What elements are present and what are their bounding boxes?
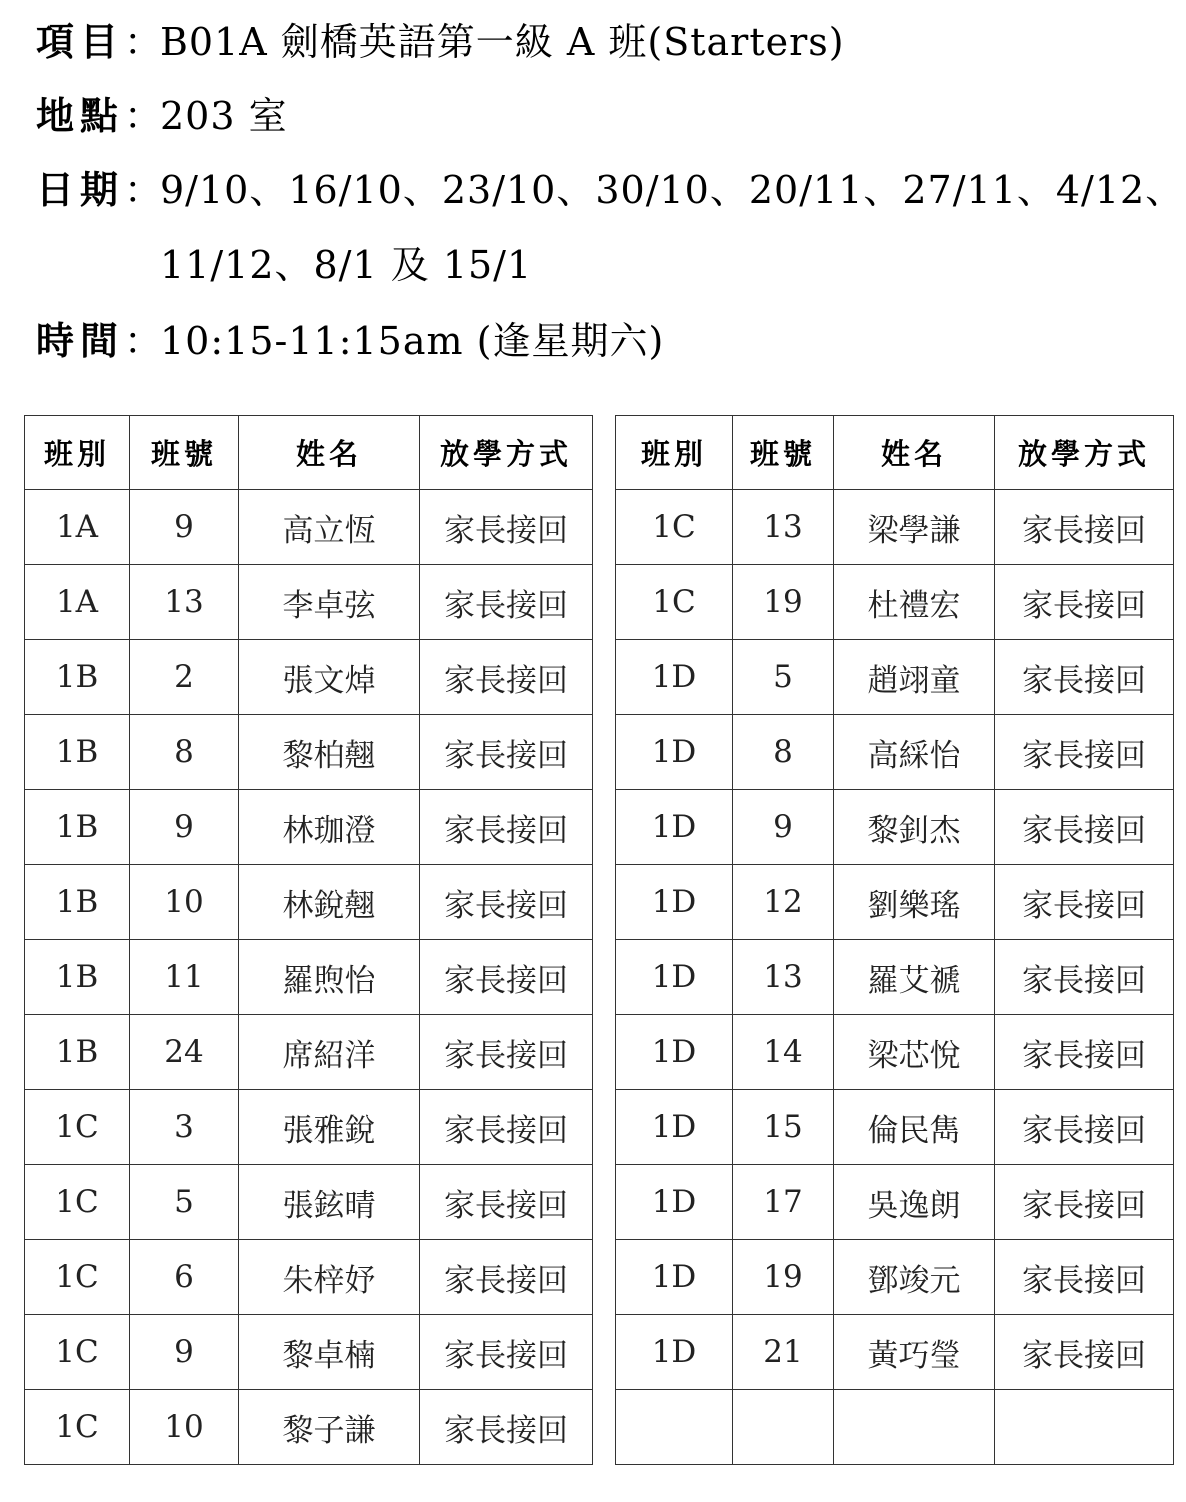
dismissal-cell — [995, 1390, 1174, 1465]
class-cell: 1D — [616, 715, 733, 790]
table-row — [25, 790, 593, 865]
number-cell: 8 — [130, 715, 239, 790]
class-cell: 1D — [616, 865, 733, 940]
number-cell: 14 — [733, 1015, 834, 1090]
name-cell: 趙翊童 — [834, 640, 995, 715]
header-name: 姓名 — [834, 416, 995, 490]
number-cell: 10 — [130, 865, 239, 940]
class-cell: 1B — [25, 640, 130, 715]
number-cell: 12 — [733, 865, 834, 940]
name-cell: 杜禮宏 — [834, 565, 995, 640]
number-cell: 5 — [733, 640, 834, 715]
project-value: B01A 劍橋英語第一級 A 班(Starters) — [160, 20, 845, 64]
name-cell — [834, 1390, 995, 1465]
dismissal-cell: 家長接回 — [995, 790, 1174, 865]
number-cell: 6 — [130, 1240, 239, 1315]
number-cell: 8 — [733, 715, 834, 790]
header-dismissal: 放學方式 — [995, 416, 1174, 490]
header-class: 班別 — [25, 416, 130, 490]
dismissal-cell: 家長接回 — [420, 1390, 593, 1465]
class-cell: 1A — [25, 565, 130, 640]
table-row — [25, 1390, 593, 1465]
table-row — [25, 490, 593, 565]
name-cell: 林銳翹 — [239, 865, 420, 940]
dismissal-cell: 家長接回 — [995, 490, 1174, 565]
table-row — [616, 1240, 1174, 1315]
dismissal-cell: 家長接回 — [420, 865, 593, 940]
number-cell: 13 — [733, 940, 834, 1015]
class-cell: 1C — [25, 1390, 130, 1465]
table-row — [616, 790, 1174, 865]
name-cell: 黃巧瑩 — [834, 1315, 995, 1390]
number-cell: 17 — [733, 1165, 834, 1240]
name-cell: 梁學謙 — [834, 490, 995, 565]
number-cell: 5 — [130, 1165, 239, 1240]
number-cell: 10 — [130, 1390, 239, 1465]
table-row — [616, 865, 1174, 940]
dismissal-cell: 家長接回 — [995, 1015, 1174, 1090]
table-row — [25, 640, 593, 715]
project-line — [36, 18, 845, 66]
table-body — [25, 490, 593, 1465]
dismissal-cell: 家長接回 — [420, 565, 593, 640]
class-cell: 1B — [25, 1015, 130, 1090]
dismissal-cell: 家長接回 — [995, 565, 1174, 640]
name-cell: 張雅銳 — [239, 1090, 420, 1165]
number-cell: 11 — [130, 940, 239, 1015]
table-header-row — [25, 416, 593, 490]
name-cell: 張文焯 — [239, 640, 420, 715]
table-body — [616, 490, 1174, 1465]
class-cell: 1D — [616, 1090, 733, 1165]
number-cell: 19 — [733, 565, 834, 640]
class-cell: 1D — [616, 1165, 733, 1240]
dismissal-cell: 家長接回 — [420, 1165, 593, 1240]
number-cell: 9 — [130, 790, 239, 865]
date-line-continued — [160, 241, 532, 289]
class-cell: 1D — [616, 1240, 733, 1315]
date-label: 日期 — [36, 167, 125, 212]
table-row — [25, 865, 593, 940]
header-dismissal: 放學方式 — [420, 416, 593, 490]
table-row — [25, 715, 593, 790]
number-cell: 15 — [733, 1090, 834, 1165]
number-cell: 9 — [130, 1315, 239, 1390]
class-cell: 1B — [25, 790, 130, 865]
number-cell: 19 — [733, 1240, 834, 1315]
header-name: 姓名 — [239, 416, 420, 490]
dismissal-cell: 家長接回 — [420, 640, 593, 715]
name-cell: 黎子謙 — [239, 1390, 420, 1465]
dismissal-cell: 家長接回 — [420, 1090, 593, 1165]
roster-table-right — [615, 415, 1174, 1465]
class-cell: 1C — [25, 1240, 130, 1315]
name-cell: 張鉉晴 — [239, 1165, 420, 1240]
dismissal-cell: 家長接回 — [420, 715, 593, 790]
table-row — [25, 1240, 593, 1315]
dismissal-cell: 家長接回 — [995, 715, 1174, 790]
dismissal-cell: 家長接回 — [995, 1315, 1174, 1390]
name-cell: 黎柏翹 — [239, 715, 420, 790]
name-cell: 高綵怡 — [834, 715, 995, 790]
header-class: 班別 — [616, 416, 733, 490]
class-cell: 1B — [25, 715, 130, 790]
date-value-continued: 11/12、8/1 及 15/1 — [160, 243, 533, 287]
dismissal-cell: 家長接回 — [995, 640, 1174, 715]
name-cell: 羅艾禠 — [834, 940, 995, 1015]
class-cell — [616, 1390, 733, 1465]
date-value: 9/10、16/10、23/10、30/10、20/11、27/11、4/12、 — [160, 168, 1185, 212]
number-cell: 9 — [733, 790, 834, 865]
class-cell: 1B — [25, 940, 130, 1015]
place-label: 地點 — [36, 93, 125, 138]
colon: ： — [124, 94, 164, 138]
class-cell: 1D — [616, 1015, 733, 1090]
colon: ： — [124, 168, 164, 212]
name-cell: 高立恆 — [239, 490, 420, 565]
table-row — [25, 1315, 593, 1390]
date-line — [36, 166, 1184, 214]
class-cell: 1D — [616, 790, 733, 865]
table-row — [616, 1315, 1174, 1390]
table-row — [25, 1090, 593, 1165]
name-cell: 倫民雋 — [834, 1090, 995, 1165]
table-row — [616, 1390, 1174, 1465]
table-row — [616, 1090, 1174, 1165]
name-cell: 劉樂瑤 — [834, 865, 995, 940]
number-cell: 9 — [130, 490, 239, 565]
name-cell: 鄧竣元 — [834, 1240, 995, 1315]
name-cell: 梁芯悅 — [834, 1015, 995, 1090]
name-cell: 吳逸朗 — [834, 1165, 995, 1240]
class-cell: 1D — [616, 1315, 733, 1390]
dismissal-cell: 家長接回 — [995, 1090, 1174, 1165]
number-cell: 24 — [130, 1015, 239, 1090]
table-row — [25, 565, 593, 640]
class-cell: 1B — [25, 865, 130, 940]
dismissal-cell: 家長接回 — [995, 1165, 1174, 1240]
table-row — [616, 715, 1174, 790]
time-line — [36, 317, 664, 365]
name-cell: 黎釗杰 — [834, 790, 995, 865]
number-cell: 2 — [130, 640, 239, 715]
time-label: 時間 — [36, 318, 125, 363]
class-cell: 1D — [616, 940, 733, 1015]
colon: ： — [124, 20, 164, 64]
place-line — [36, 92, 288, 140]
table-row — [616, 1165, 1174, 1240]
dismissal-cell: 家長接回 — [420, 940, 593, 1015]
dismissal-cell: 家長接回 — [995, 940, 1174, 1015]
dismissal-cell: 家長接回 — [420, 790, 593, 865]
table-row — [616, 940, 1174, 1015]
table-row — [616, 490, 1174, 565]
number-cell: 13 — [733, 490, 834, 565]
name-cell: 朱梓妤 — [239, 1240, 420, 1315]
table-row — [25, 1015, 593, 1090]
class-cell: 1C — [25, 1315, 130, 1390]
class-cell: 1C — [25, 1090, 130, 1165]
table-row — [616, 565, 1174, 640]
time-value: 10:15-11:15am (逢星期六) — [160, 319, 665, 363]
place-value: 203 室 — [160, 94, 288, 138]
colon: ： — [124, 319, 164, 363]
number-cell — [733, 1390, 834, 1465]
dismissal-cell: 家長接回 — [420, 1240, 593, 1315]
number-cell: 21 — [733, 1315, 834, 1390]
name-cell: 林珈澄 — [239, 790, 420, 865]
name-cell: 李卓弦 — [239, 565, 420, 640]
name-cell: 席紹洋 — [239, 1015, 420, 1090]
table-row — [616, 640, 1174, 715]
roster-table-left — [24, 415, 593, 1465]
dismissal-cell: 家長接回 — [995, 865, 1174, 940]
number-cell: 13 — [130, 565, 239, 640]
header-number: 班號 — [130, 416, 239, 490]
dismissal-cell: 家長接回 — [420, 490, 593, 565]
class-cell: 1C — [25, 1165, 130, 1240]
dismissal-cell: 家長接回 — [420, 1015, 593, 1090]
name-cell: 羅煦怡 — [239, 940, 420, 1015]
dismissal-cell: 家長接回 — [995, 1240, 1174, 1315]
class-cell: 1A — [25, 490, 130, 565]
table-header-row — [616, 416, 1174, 490]
header-number: 班號 — [733, 416, 834, 490]
table-row — [25, 1165, 593, 1240]
number-cell: 3 — [130, 1090, 239, 1165]
class-cell: 1C — [616, 565, 733, 640]
class-cell: 1C — [616, 490, 733, 565]
dismissal-cell: 家長接回 — [420, 1315, 593, 1390]
name-cell: 黎卓楠 — [239, 1315, 420, 1390]
table-row — [25, 940, 593, 1015]
project-label: 項目 — [36, 19, 125, 64]
class-cell: 1D — [616, 640, 733, 715]
table-row — [616, 1015, 1174, 1090]
